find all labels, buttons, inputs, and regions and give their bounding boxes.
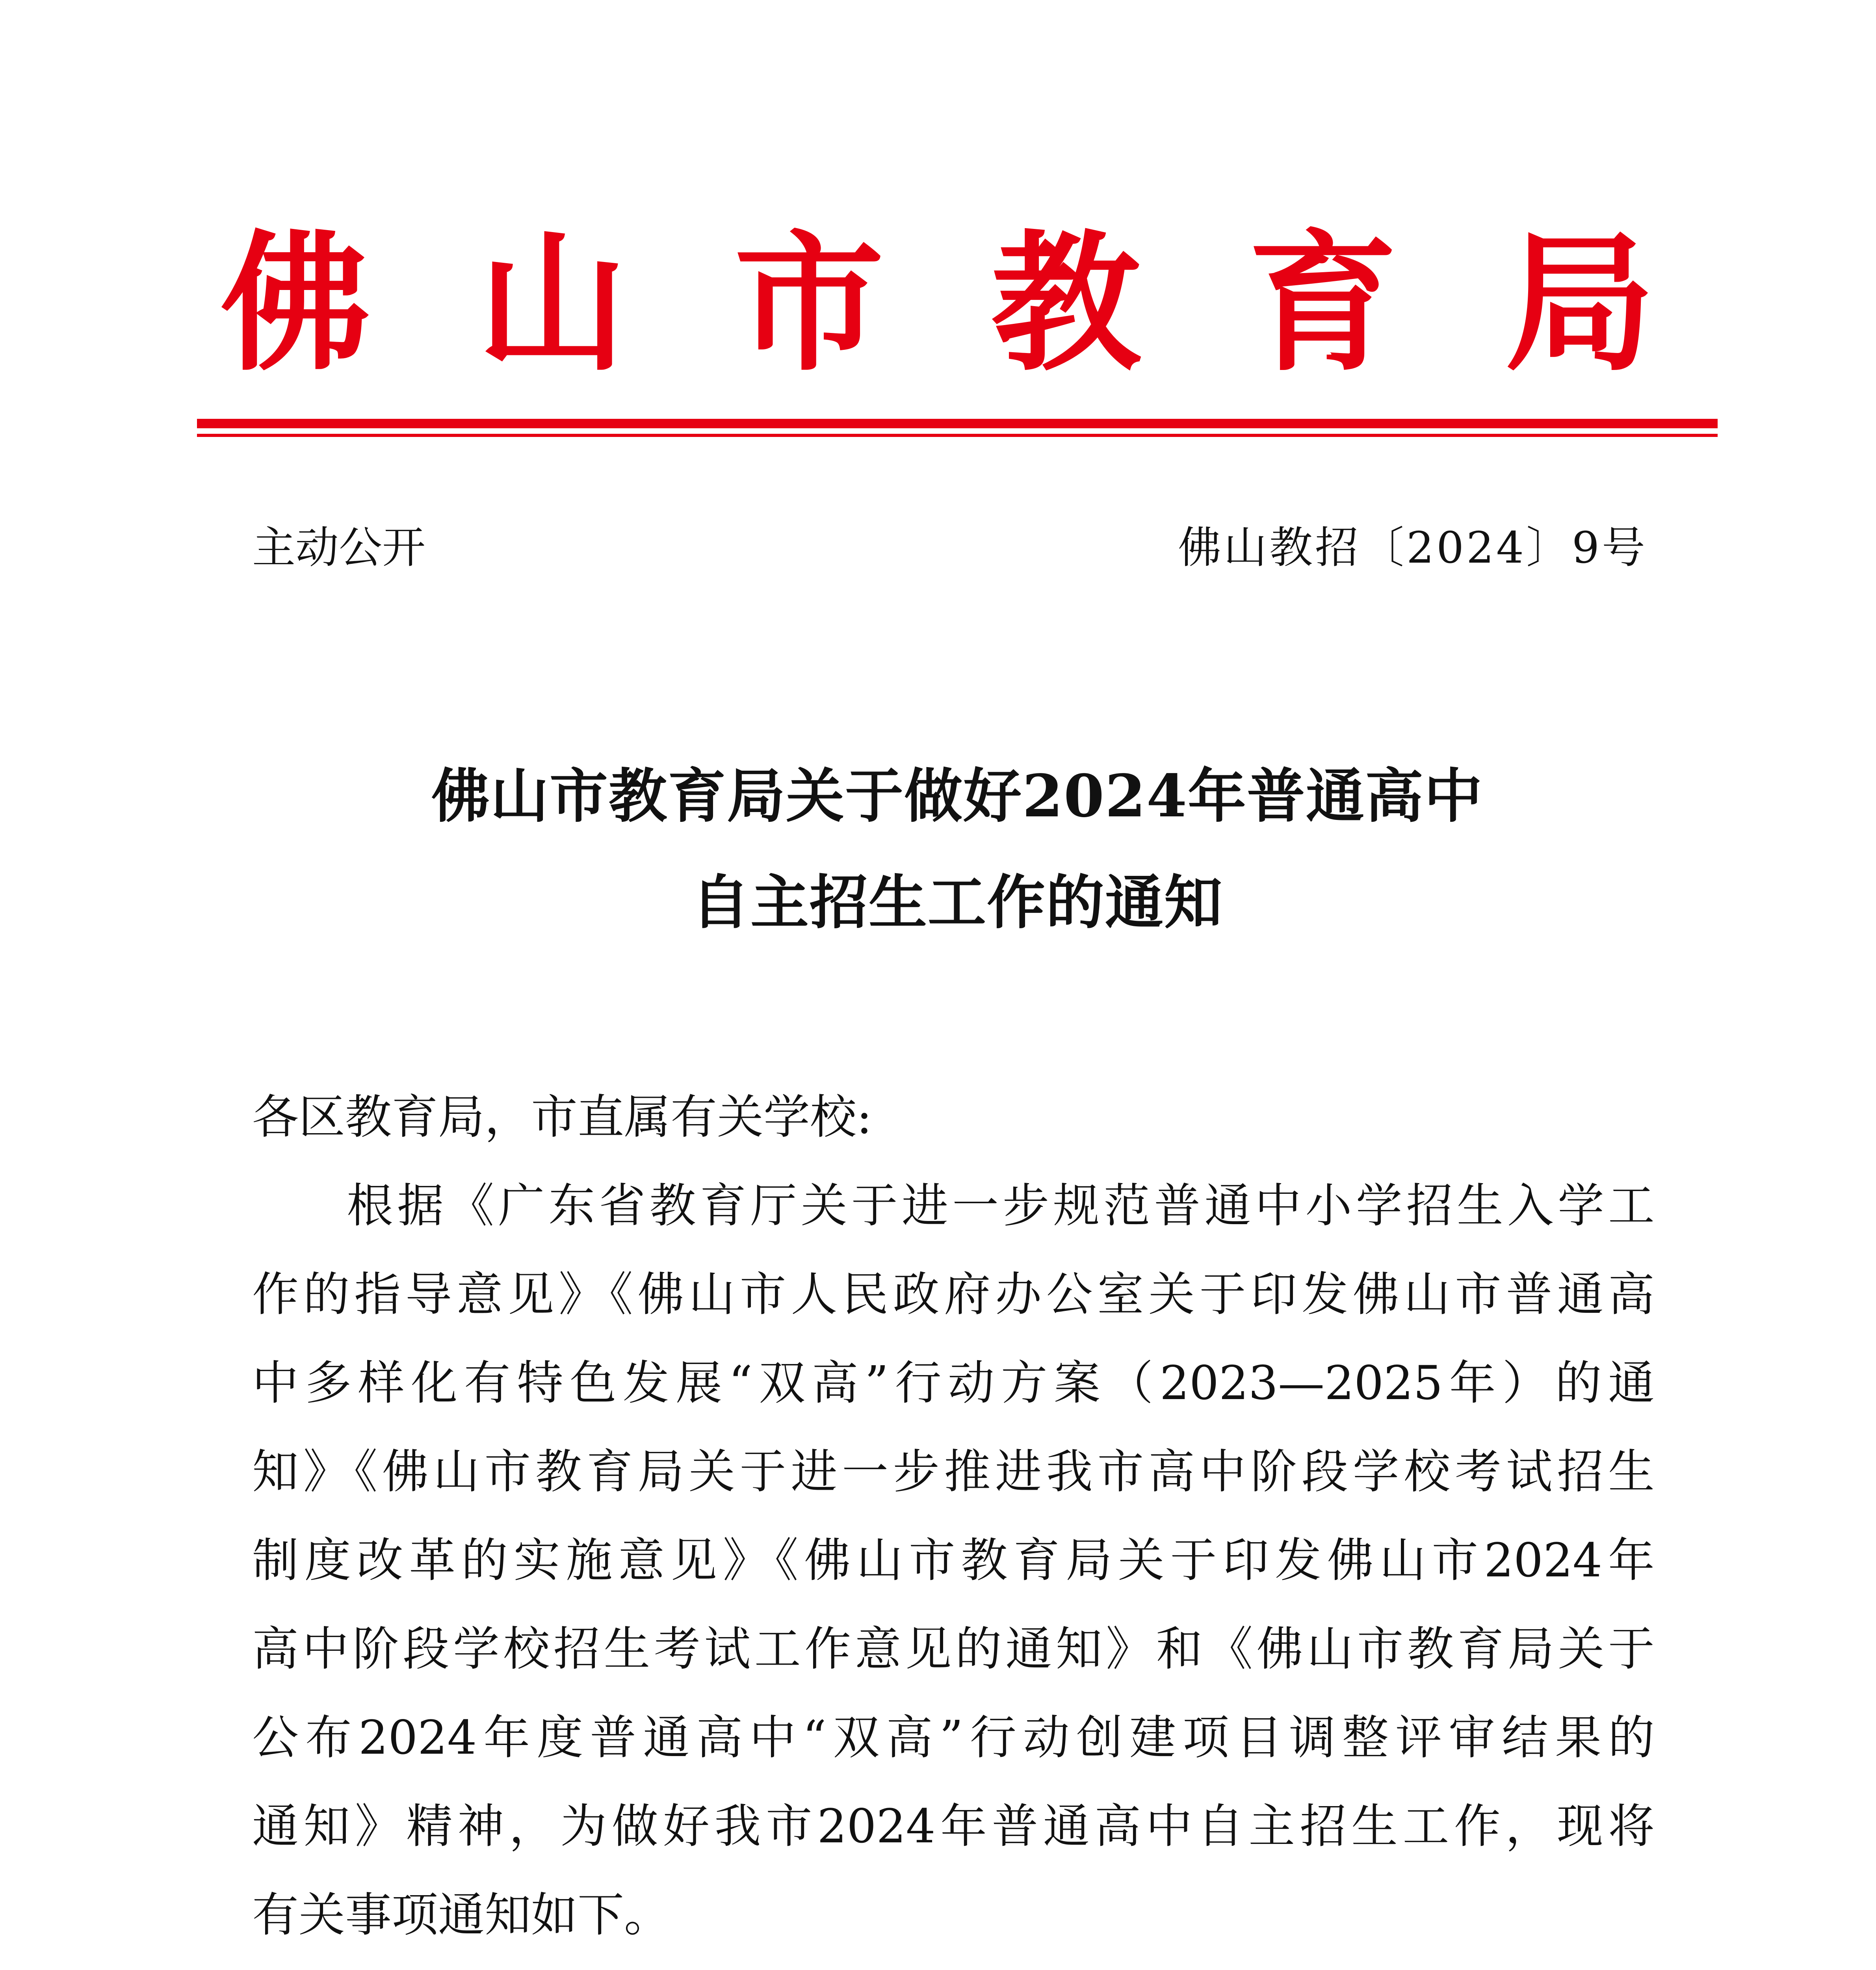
paragraph-line: 通知》精神，为做好我市2024年普通高中自主招生工作，现将 (252, 1799, 1655, 1853)
paragraph-line: 根据《广东省教育厅关于进一步规范普通中小学招生入学工 (347, 1178, 1655, 1233)
paragraph-line: 知》《佛山市教育局关于进一步推进我市高中阶段学校考试招生 (252, 1444, 1655, 1499)
masthead-rule-thin (197, 434, 1718, 437)
masthead-char: 佛 (221, 215, 370, 391)
disclosure-label: 主动公开 (252, 522, 425, 573)
masthead-char: 局 (1505, 215, 1655, 391)
masthead-char: 教 (991, 215, 1141, 391)
paragraph-line: 中多样化有特色发展“双高”行动方案（2023—2025年）的通 (252, 1356, 1655, 1410)
masthead-char: 育 (1248, 215, 1398, 391)
masthead-char: 山 (477, 215, 627, 391)
paragraph-line: 制度改革的实施意见》《佛山市教育局关于印发佛山市2024年 (252, 1533, 1655, 1587)
salutation: 各区教育局，市直属有关学校: (252, 1090, 872, 1144)
paragraph-line: 高中阶段学校招生考试工作意见的通知》和《佛山市教育局关于 (252, 1622, 1655, 1676)
paragraph-line: 公布2024年度普通高中“双高”行动创建项目调整评审结果的 (252, 1710, 1655, 1765)
masthead-char: 市 (734, 215, 884, 391)
document-title-line-2: 自主招生工作的通知 (691, 868, 1223, 937)
masthead (221, 213, 1655, 394)
document-title-line-1: 佛山市教育局关于做好2024年普通高中 (431, 762, 1483, 830)
masthead-rule-thick (197, 419, 1718, 428)
document-number: 佛山教招〔2024〕9号 (1178, 522, 1648, 573)
paragraph-line: 有关事项通知如下。 (252, 1888, 671, 1942)
paragraph-line: 作的指导意见》《佛山市人民政府办公室关于印发佛山市普通高 (252, 1267, 1655, 1321)
